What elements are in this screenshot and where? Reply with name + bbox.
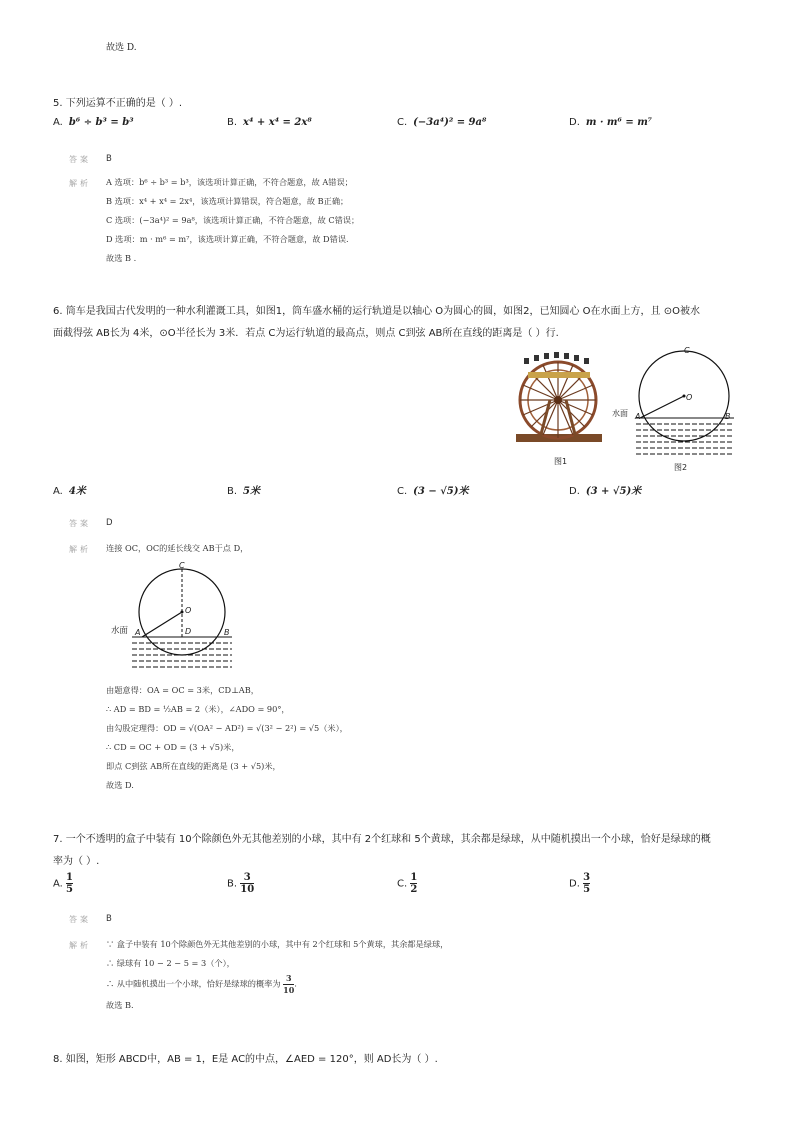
q6-option-d[interactable]: D. (3 + √5)米 xyxy=(569,486,642,497)
fig2-water-label: 水面 xyxy=(612,409,628,418)
q5-option-c[interactable]: C. (−3a⁴)² = 9a⁸ xyxy=(397,117,487,128)
figure-2-caption: 图2 xyxy=(674,463,688,472)
q6-answer: D xyxy=(106,518,113,528)
ex-point-a: A xyxy=(135,628,141,637)
q5-answer: B xyxy=(106,154,112,164)
q5-explain-tag: 解析 xyxy=(69,179,91,188)
q7-answer: B xyxy=(106,914,112,924)
q6-option-c[interactable]: C. (3 − √5)米 xyxy=(397,486,469,497)
q7-option-c[interactable]: C. $\frac{1}{2}$ xyxy=(397,872,418,895)
q7-stem: 7. 一个不透明的盒子中装有 10个除颜色外无其他差别的小球，其中有 2个红球和 5个黄球，其余都是绿球，从中随机摸出一个小球，恰好是绿球的概 率为（ ）. xyxy=(53,834,711,867)
q6-explain-tag: 解析 xyxy=(69,545,91,554)
q6-answer-tag: 答案 xyxy=(69,519,91,528)
fig2-point-b: B xyxy=(725,412,731,421)
q5-option-a[interactable]: A. b⁶ ÷ b³ = b³ xyxy=(53,117,134,128)
ex-point-c: C xyxy=(179,561,185,570)
q5-answer-tag: 答案 xyxy=(69,155,91,164)
ex-point-b: B xyxy=(224,628,230,637)
q7-explain-tag: 解析 xyxy=(69,941,91,950)
fig2-point-c: C xyxy=(684,346,690,355)
q7-answer-tag: 答案 xyxy=(69,915,91,924)
q7-options xyxy=(53,872,743,898)
fig2-point-a: A xyxy=(635,412,641,421)
q5-stem: 5. 下列运算不正确的是（ ）. xyxy=(53,98,183,109)
wheel-beam xyxy=(528,372,590,378)
q5-option-b[interactable]: B. x⁴ + x⁴ = 2x⁸ xyxy=(227,117,312,128)
figure-1-water-wheel xyxy=(510,352,610,452)
q6-option-a[interactable]: A. 4米 xyxy=(53,486,86,497)
ex-water-label: 水面 xyxy=(111,626,129,636)
q7-option-d[interactable]: D. $\frac{3}{5}$ xyxy=(569,872,591,895)
q6-explanation: 由题意得：OA = OC = 3米，CD⊥AB， ∴ AD = BD = ½AB = 2（米），∠ADO = 90°， 由勾股定理得：OD = √(OA² − AD²) = √(3² − 2²) = √5（米）， ∴ CD = OC + OD = (3 + √5)米， 即点 C到弦 AB所在直线的距离是 (3 + √5)米， 故选 D. xyxy=(106,685,348,790)
q7-explanation: ∵ 盒子中装有 10个除颜色外无其他差别的小球，其中有 2个红球和 5个黄球，其余都是绿球， ∴ 绿球有 10 − 2 − 5 = 3（个）， ∴ 从中随机摸出一个小球，恰好是绿球的概率为 $\frac{3}{10}$ . 故选 B. xyxy=(106,939,449,1010)
figure-1-caption: 图1 xyxy=(554,457,568,466)
previous-answer-line: 故选 D. xyxy=(106,43,137,53)
q5-explanation: A 选项：b⁶ ÷ b³ = b³，该选项计算正确，不符合题意，故 A错误； B 选项：x⁴ + x⁴ = 2x⁴，该选项计算错误，符合题意，故 B正确； C 选项：(−3a⁴)² = 9a⁸，该选项计算正确，不符合题意，故 C错误； D 选项：m · m⁶ = m⁷，该选项计算正确，不符合题意，故 D错误. 故选 B . xyxy=(106,177,360,263)
q8-stem: 8. 如图，矩形 ABCD中，AB = 1，E是 AC的中点，∠AED = 120°，则 AD长为（ ）. xyxy=(53,1054,438,1065)
q5-option-d[interactable]: D. m · m⁶ = m⁷ xyxy=(569,117,653,128)
q6-explain-first: 连接 OC，OC的延长线交 AB于点 D， xyxy=(106,543,249,553)
fig2-point-o: O xyxy=(686,393,693,402)
q6-options xyxy=(53,482,743,498)
ex-point-o: O xyxy=(185,606,192,615)
q6-option-b[interactable]: B. 5米 xyxy=(227,486,261,497)
q7-option-b[interactable]: B. $\frac{3}{10}$ xyxy=(227,872,255,895)
q6-stem: 6. 筒车是我国古代发明的一种水利灌溉工具，如图1，筒车盛水桶的运行轨道是以轴心 O为圆心的圆，如图2，已知圆心 O在水面上方，且 ⊙O被水 面截得弦 AB长为 4米，⊙O半径长为 3米．若点 C为运行轨道的最高点，则点 C到弦 AB所在直线的距离是（ ）行. xyxy=(53,306,700,339)
q5-options xyxy=(53,117,743,133)
figure-2-circle-diagram xyxy=(612,344,742,464)
radius-oa xyxy=(640,396,684,418)
q6-explain-figure xyxy=(108,560,238,680)
q7-option-a[interactable]: A. $\frac{1}{5}$ xyxy=(53,872,73,895)
ex-point-d: D xyxy=(185,627,192,636)
